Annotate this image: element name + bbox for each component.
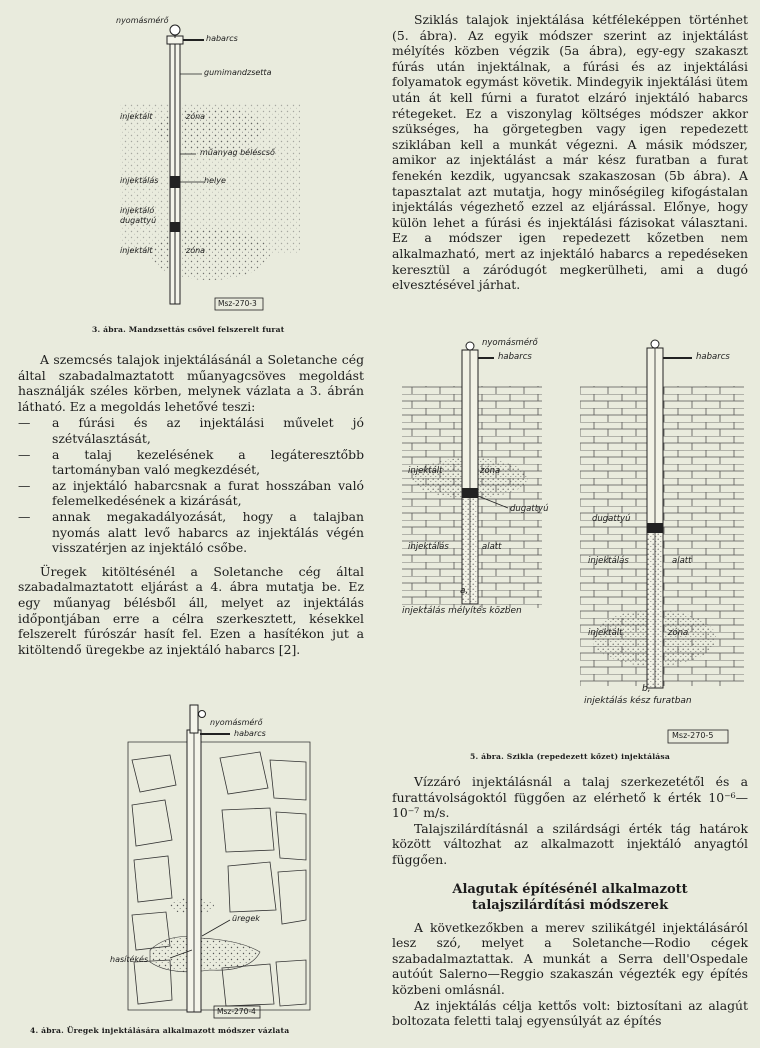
- fig5-grout-b-label: habarcs: [696, 352, 730, 362]
- fig5-grout-a-label: habarcs: [498, 352, 532, 362]
- right-paragraph-2: Vízzáró injektálásnál a talaj szerkezetétől és a furattávolságoktól függően az elérhető k érték 10⁻⁶—10⁻⁷ m/s.: [392, 774, 748, 821]
- fig5-sub-b-text: injektálás kész furatban: [584, 696, 692, 706]
- figure-4-caption: 4. ábra. Üregek injektálására alkalmazott módszer vázlata: [30, 1026, 290, 1035]
- fig5-sub-a-label: a,: [460, 586, 469, 596]
- fig5-gauge-label: nyomásmérő: [482, 338, 538, 348]
- fig5-sub-b-label: b,: [642, 684, 651, 694]
- bullet-item: — a fúrási és az injektálási művelet jó szétválasztását,: [18, 415, 364, 446]
- fig3-inj-place2-label: helye: [204, 176, 226, 185]
- left-text-column: [18, 352, 364, 657]
- fig5-inj-b-label: injektálás: [588, 556, 629, 566]
- right-text-top: [392, 12, 748, 293]
- fig3-zone-top-label: zóna: [186, 112, 206, 121]
- fig5-injected-a-label: injektált: [408, 466, 443, 476]
- left-paragraph-2: Üregek kitöltésénél a Soletanche cég által szabadalmaztatott eljárást a 4. ábra mutatja be. Ez egy műanyag bélésből áll, melyet az injektálás időpontjában erre a célra szerkesztett, késekkel felszerelt fúrószár hasít fel. Ezen a hasítékon jut a kitöltendő üregekbe az injektáló habarcs [2].: [18, 563, 364, 657]
- fig3-grout-label: habarcs: [206, 34, 238, 43]
- fig3-injected-top-label: injektált: [120, 112, 153, 121]
- figure-3-caption: 3. ábra. Mandzsettás csővel felszerelt furat: [92, 325, 285, 334]
- figure-3-drawing: [100, 14, 340, 319]
- fig3-packer1-label: injektáló: [120, 206, 155, 215]
- fig5-code: Msz-270-5: [672, 731, 714, 740]
- fig4-slit-label: hasítékés: [110, 955, 149, 964]
- left-paragraph-1: A szemcsés talajok injektálásánál a Soletanche cég által szabadalmaztatott műanyagcsöves megoldást használják széles körben, melynek vázlata a 3. ábrán látható. Ez a megoldás lehetővé teszi:: [18, 352, 364, 414]
- right-text-bottom: [392, 774, 748, 1029]
- right-paragraph-5: Az injektálás célja kettős volt: biztosítani az alagút boltozata feletti talaj egyensúlyát az építés: [392, 997, 748, 1029]
- fig3-pipe-label: műanyag béléscső: [200, 148, 275, 157]
- bullet-item: — annak megakadályozását, hogy a talajban nyomás alatt levő habarcs az injektálás végén visszatérjen az injektáló csőbe.: [18, 508, 364, 556]
- fig5-packer-b-label: dugattyú: [592, 514, 631, 524]
- section-heading-line-1: Alagutak építésénél alkalmazott: [452, 881, 688, 897]
- right-paragraph-1: Sziklás talajok injektálása kétféleképpen történhet (5. ábra). Az egyik módszer szerint az injektálást mélyítés közben végzik (5a ábra), egy-egy szakaszt fúrás után injektálnak, a fúrási és az injektálási folyamatok egymást követik. Mindegyik injektálási ütem után át kell fúrni a furatot elzáró injektáló habarcs rétegeket. Ez a viszonylag költséges módszer akkor szükséges, ha görgetegben vagy igen repedezett sziklában kell a munkát végezni. A másik módszer, amikor az injektálást a már kész furatban a furat fenekén kezdik, ugyancsak szakaszosan (5b ábra). A tapasztalat azt mutatja, hogy minőségileg kifogástalan injektálás végezhető ezzel az eljárással. Előnye, hogy külön lehet a fúrási és injektálási fázisokat választani. Ez a módszer igen repedezett kőzetben nem alkalmazható, mert az injektáló habarcs a repedéseken keresztül a záródugót megkerülheti, ami a dugó elvesztésével járhat.: [392, 12, 748, 293]
- fig4-gauge-label: nyomásmérő: [210, 718, 263, 727]
- fig3-zone-bottom-label: zóna: [186, 246, 206, 255]
- fig5-place-b-label: alatt: [672, 556, 692, 566]
- figure-5-caption: 5. ábra. Szikla (repedezett kőzet) injektálása: [470, 752, 671, 761]
- bullet-item: — az injektáló habarcsnak a furat hosszában való felemelkedésének a kizárását,: [18, 477, 364, 509]
- figure-4-drawing: [110, 700, 330, 1022]
- fig5-zone-a-label: zóna: [480, 466, 501, 476]
- fig5-inj-a-label: injektálás: [408, 542, 449, 552]
- fig3-injected-bottom-label: injektált: [120, 246, 153, 255]
- right-paragraph-3: Talajszilárdításnál a szilárdsági érték tág határok között változhat az alkalmazott injektáló anyagtól függően.: [392, 820, 748, 867]
- bullet-item: — a talaj kezelésének a legáteresztőbb tartományban való megkezdését,: [18, 446, 364, 478]
- figure-5: [392, 338, 754, 748]
- fig3-sleeve-label: gumimandzsetta: [204, 68, 272, 77]
- figure-4: [110, 700, 330, 1022]
- right-paragraph-4: A következőkben a merev szilikátgél injektálásáról lesz szó, melyet a Soletanche—Rodio cégek szabadalmaztattak. A munkát a Serra dell'Ospedale autóút Salerno—Reggio szakaszán végezték egy építés közbeni omlásnál.: [392, 919, 748, 997]
- fig3-packer2-label: dugattyú: [120, 216, 157, 225]
- fig4-grout-label: habarcs: [234, 729, 266, 738]
- fig3-code: Msz-270-3: [218, 299, 257, 308]
- fig5-packer-a-label: dugattyú: [510, 504, 549, 514]
- fig5-sub-a-text: injektálás mélyítés közben: [402, 606, 522, 616]
- bullet-list: [18, 415, 364, 555]
- fig5-zone-b-label: zóna: [668, 628, 689, 638]
- fig5-place-a-label: alatt: [482, 542, 502, 552]
- fig4-cavities-label: üregek: [232, 914, 260, 923]
- fig3-inj-place-label: injektálás: [120, 176, 159, 185]
- fig3-gauge-label: nyomásmérő: [116, 16, 169, 25]
- fig5-injected-b-label: injektált: [588, 628, 623, 638]
- fig4-code: Msz-270-4: [217, 1007, 256, 1016]
- figure-3: [100, 14, 340, 319]
- section-heading-line-2: talajszilárdítási módszerek: [471, 897, 669, 913]
